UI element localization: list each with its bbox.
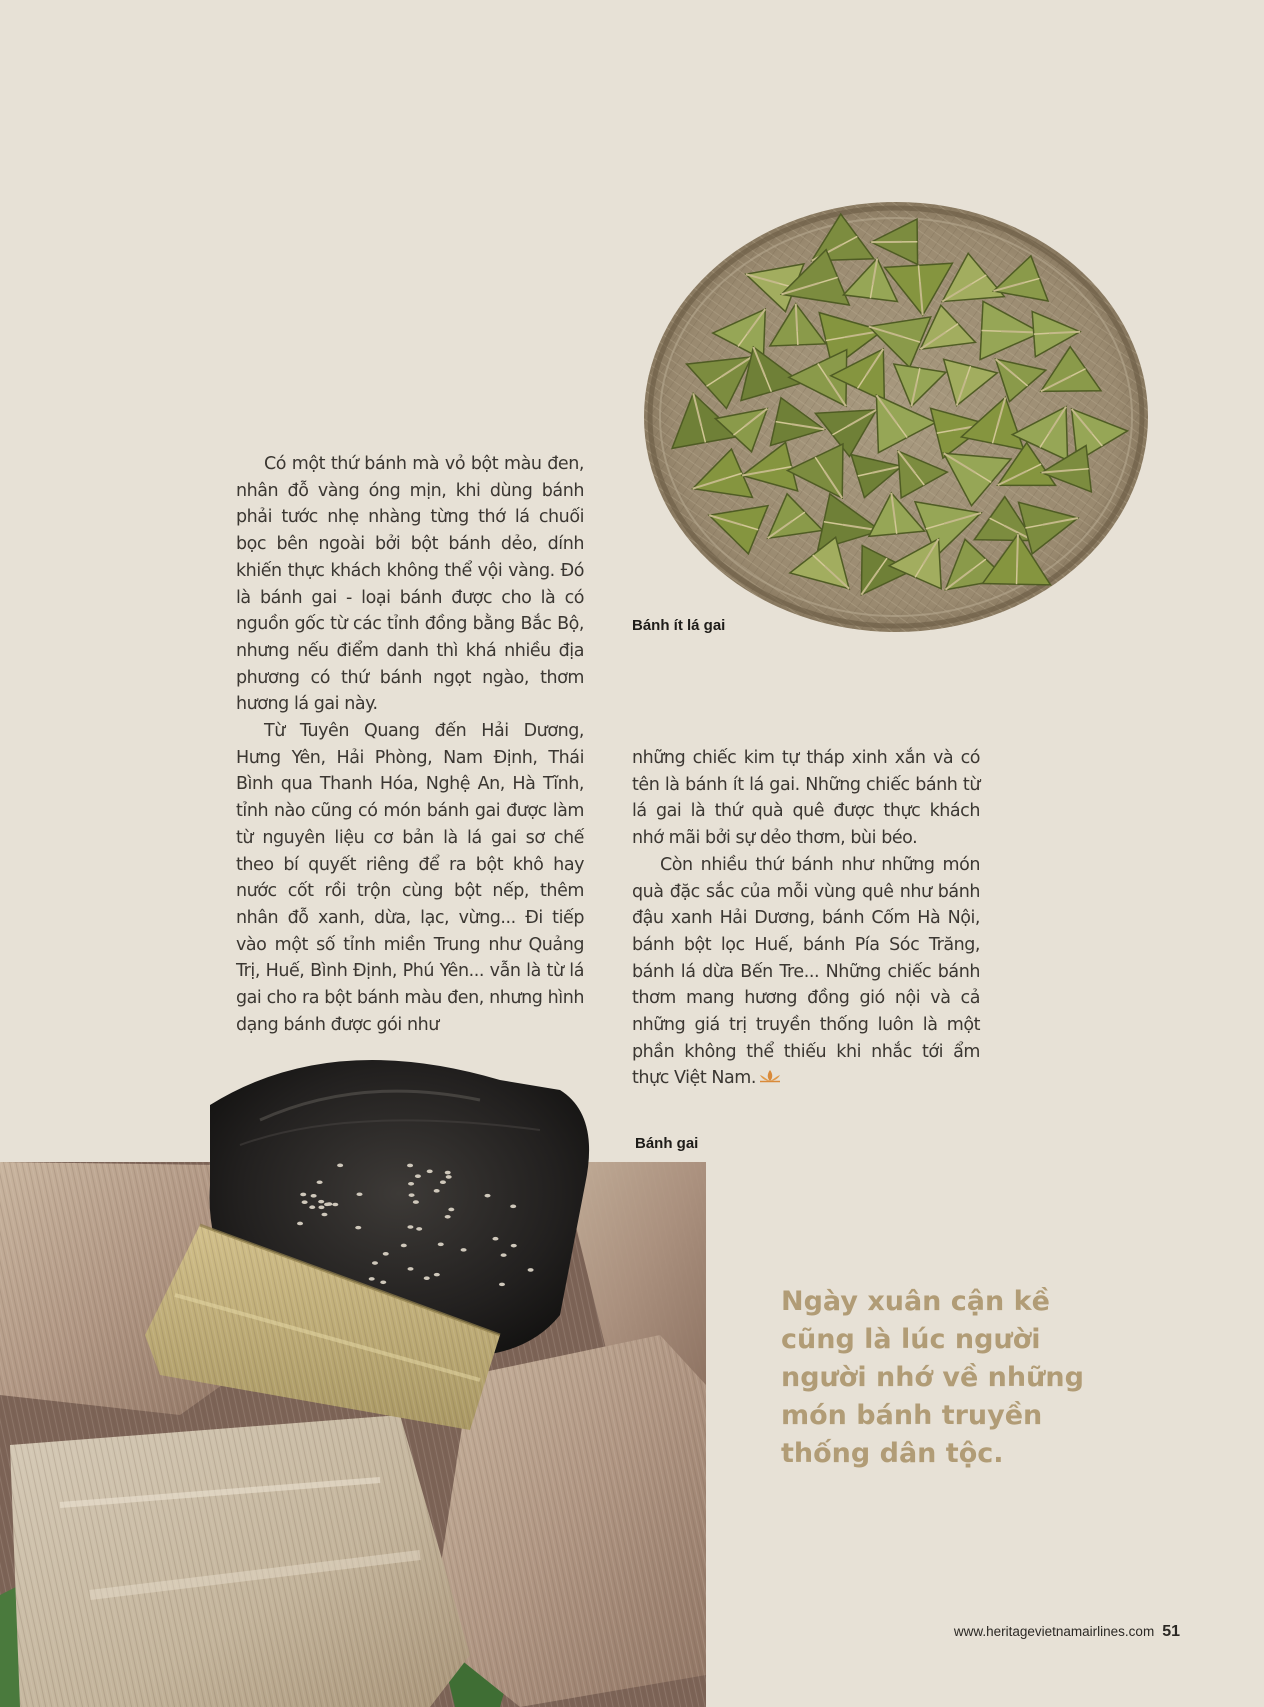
paragraph: Có một thứ bánh mà vỏ bột màu đen, nhân đỗ vàng óng mịn, khi dùng bánh phải tước nhẹ nhàng từng thớ lá chuối bọc bên ngoài bởi bột bánh dẻo, dính khiến thực khách không thể vội vàng. Đó là bánh gai - loại bánh được cho là có nguồn gốc từ các tỉnh đồng bằng Bắc Bộ, nhưng nếu điểm danh thì khá nhiều địa phương có thứ bánh ngọt ngào, thơm hương lá gai này.	[236, 454, 584, 715]
photo-banh-it-la-gai	[638, 195, 1152, 635]
paragraph: những chiếc kim tự tháp xinh xắn và có tên là bánh ít lá gai. Những chiếc bánh từ lá gai là thứ quà quê được thực khách nhớ mãi bởi sự dẻo thơm, bùi béo.	[632, 748, 980, 849]
pull-quote: Ngày xuân cận kề cũng là lúc người người nhớ về những món bánh truyền thống dân tộc.	[781, 1286, 1084, 1469]
footer-url[interactable]: www.heritagevietnamairlines.com	[953, 1624, 1155, 1639]
paragraph-text: Còn nhiều thứ bánh như những món quà đặc sắc của mỗi vùng quê như bánh đậu xanh Hải Dương, bánh Cốm Hà Nội, bánh bột lọc Huế, bánh Pía Sóc Trăng, bánh lá dừa Bến Tre... Những chiếc bánh thơm mang hương đồng gió nội và cả những giá trị truyền thống luôn là một phần không thể thiếu khi nhắc tới ẩm thực Việt Nam.	[632, 854, 980, 1089]
lotus-end-mark-icon	[758, 1069, 782, 1083]
page-footer	[954, 1623, 1180, 1641]
page-number: 51	[1162, 1623, 1180, 1640]
paragraph: Từ Tuyên Quang đến Hải Dương, Hưng Yên, Hải Phòng, Nam Định, Thái Bình qua Thanh Hóa, Nghệ An, Hà Tĩnh, tỉnh nào cũng có món bánh gai được làm từ nguyên liệu cơ bản là lá gai sơ chế theo bí quyết riêng để ra bột khô hay nước cốt rồi trộn cùng bột nếp, thêm nhân đỗ xanh, dừa, lạc, vừng... Đi tiếp vào một số tỉnh miền Trung như Quảng Trị, Huế, Bình Định, Phú Yên... vẫn là từ lá gai cho ra bột bánh màu đen, nhưng hình dạng bánh được gói như	[236, 721, 584, 1035]
caption-banh-it: Bánh ít lá gai	[632, 617, 726, 634]
article-column-left	[236, 451, 584, 1038]
caption-banh-gai: Bánh gai	[635, 1135, 699, 1152]
photo-banh-gai	[0, 1035, 706, 1707]
